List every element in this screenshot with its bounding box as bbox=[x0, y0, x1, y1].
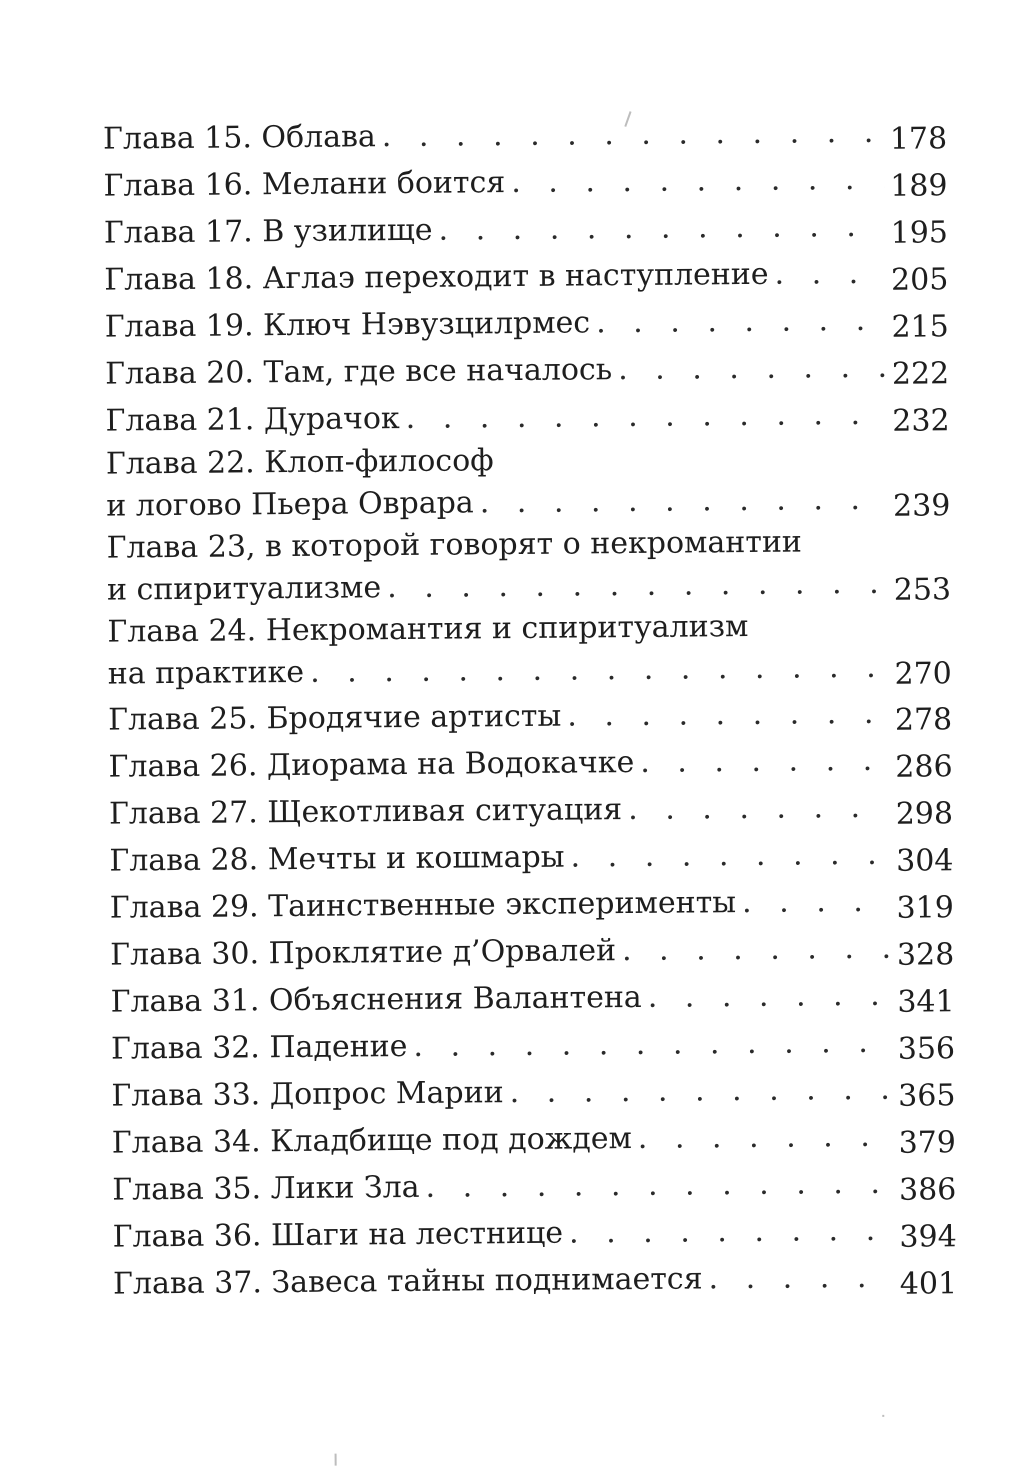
toc-entry[interactable] bbox=[109, 783, 953, 837]
toc-entry-title: Глава 19. Ключ Нэвузцилрмес bbox=[104, 305, 591, 345]
toc-entry-line bbox=[108, 645, 952, 696]
toc-entry-line bbox=[113, 1253, 957, 1307]
toc-entry-page-number: 205 bbox=[890, 262, 949, 298]
toc-entry-page-number: 189 bbox=[890, 168, 948, 204]
dot-leader bbox=[774, 250, 885, 298]
toc-entry-line bbox=[106, 477, 950, 528]
toc-entry-title-line: Глава 22. Клоп-философ bbox=[105, 443, 494, 482]
toc-entry[interactable] bbox=[111, 1018, 955, 1072]
dot-leader bbox=[628, 784, 890, 833]
toc-entry-title: Глава 33. Допрос Марии bbox=[111, 1075, 504, 1114]
dot-leader bbox=[638, 1113, 893, 1162]
toc-entry-line bbox=[112, 1159, 956, 1213]
toc-entry-line bbox=[103, 155, 947, 209]
toc-entry-title: и логово Пьера Оврара bbox=[106, 485, 474, 524]
dot-leader bbox=[480, 478, 888, 526]
dot-leader bbox=[405, 391, 886, 442]
toc-entry-title: Глава 18. Аглаэ переходит в наступление bbox=[104, 256, 769, 298]
toc-entry[interactable] bbox=[112, 1112, 956, 1166]
toc-entry-page-number: 319 bbox=[896, 890, 954, 926]
dot-leader bbox=[387, 562, 888, 610]
toc-entry-line bbox=[112, 1112, 956, 1166]
toc-entry-line bbox=[110, 924, 954, 978]
toc-entry[interactable] bbox=[105, 296, 949, 350]
toc-entry-line bbox=[105, 296, 949, 350]
toc-entry-page-number: 298 bbox=[895, 796, 954, 832]
toc-entry[interactable] bbox=[107, 605, 952, 696]
table-of-contents bbox=[103, 108, 957, 1307]
toc-entry[interactable] bbox=[110, 877, 954, 931]
toc-entry-line bbox=[109, 830, 953, 884]
toc-entry-title: Глава 31. Объяснения Валантена bbox=[110, 979, 642, 1020]
toc-entry-page-number: 239 bbox=[892, 488, 951, 524]
toc-entry[interactable] bbox=[113, 1253, 957, 1307]
toc-entry-title-line: Глава 23, в которой говорят о некромантии bbox=[106, 524, 803, 566]
dot-leader bbox=[570, 831, 890, 881]
dot-leader bbox=[596, 297, 886, 347]
dot-leader bbox=[569, 1207, 894, 1257]
toc-entry[interactable] bbox=[104, 202, 948, 256]
toc-entry-page-number: 386 bbox=[898, 1172, 957, 1208]
toc-entry-title-line: Глава 24. Некромантия и спиритуализм bbox=[107, 609, 749, 650]
toc-entry-page-number: 270 bbox=[894, 656, 952, 692]
toc-entry[interactable] bbox=[110, 971, 954, 1025]
toc-entry-title: Глава 29. Таинственные эксперименты bbox=[109, 885, 737, 926]
toc-entry-page-number: 278 bbox=[894, 702, 953, 738]
toc-entry-line bbox=[103, 108, 947, 162]
toc-entry[interactable] bbox=[104, 249, 948, 303]
dot-leader bbox=[413, 1019, 892, 1070]
toc-entry-page-number: 178 bbox=[889, 121, 948, 157]
dot-leader bbox=[382, 109, 884, 160]
toc-entry-line bbox=[110, 971, 954, 1025]
toc-entry-line bbox=[104, 202, 948, 256]
dot-leader bbox=[622, 925, 891, 974]
toc-entry-title: Глава 36. Шаги на лестнице bbox=[112, 1215, 564, 1255]
toc-entry-title: Глава 27. Щекотливая ситуация bbox=[108, 792, 623, 832]
toc-entry-page-number: 304 bbox=[896, 843, 954, 879]
toc-entry-page-number: 394 bbox=[899, 1219, 957, 1255]
toc-entry-title: Глава 26. Диорама на Водокачке bbox=[108, 745, 635, 785]
toc-entry-title: Глава 16. Мелани боится bbox=[103, 165, 506, 204]
toc-entry[interactable] bbox=[112, 1159, 956, 1213]
dot-leader bbox=[509, 1066, 892, 1116]
toc-entry[interactable] bbox=[110, 924, 954, 978]
dot-leader bbox=[742, 878, 891, 926]
toc-entry-title: Глава 15. Облава bbox=[102, 119, 376, 157]
toc-entry-title: и спиритуализме bbox=[106, 570, 382, 608]
toc-entry-title: Глава 25. Бродячие артисты bbox=[108, 698, 562, 738]
toc-entry-title: Глава 28. Мечты и кошмары bbox=[109, 839, 565, 879]
toc-entry-line bbox=[112, 1206, 956, 1260]
toc-entry-line bbox=[109, 783, 953, 837]
toc-entry-title: на практике bbox=[107, 654, 305, 692]
toc-entry-line bbox=[108, 736, 952, 790]
toc-entry[interactable] bbox=[106, 437, 951, 528]
toc-entry-line bbox=[108, 689, 952, 743]
toc-entry-title: Глава 20. Там, где все началось bbox=[104, 352, 613, 392]
toc-entry[interactable] bbox=[108, 689, 952, 743]
toc-entry[interactable] bbox=[106, 521, 951, 612]
toc-entry-title: Глава 34. Кладбище под дождем bbox=[111, 1121, 632, 1161]
dot-leader bbox=[640, 737, 889, 786]
toc-entry-title: Глава 37. Завеса тайны поднимается bbox=[112, 1261, 703, 1302]
toc-entry-page-number: 365 bbox=[898, 1078, 956, 1114]
toc-entry[interactable] bbox=[105, 343, 949, 397]
dot-leader bbox=[511, 156, 884, 206]
paper-speck bbox=[335, 1454, 337, 1466]
paper-speck bbox=[882, 1415, 884, 1417]
toc-entry-title: Глава 21. Дурачок bbox=[105, 401, 400, 439]
toc-entry-page-number: 379 bbox=[898, 1125, 957, 1161]
toc-entry-page-number: 328 bbox=[896, 937, 955, 973]
toc-entry[interactable] bbox=[105, 390, 949, 444]
toc-entry-page-number: 232 bbox=[892, 403, 950, 439]
toc-entry[interactable] bbox=[111, 1065, 955, 1119]
toc-entry-title: Глава 32. Падение bbox=[110, 1028, 408, 1067]
toc-entry-line bbox=[111, 1018, 955, 1072]
toc-entry-page-number: 401 bbox=[899, 1266, 958, 1302]
toc-entry-title: Глава 30. Проклятие д’Орвалей bbox=[110, 933, 617, 973]
toc-entry-title: Глава 35. Лики Зла bbox=[112, 1169, 420, 1208]
toc-entry-title: Глава 17. В узилище bbox=[103, 212, 433, 251]
dot-leader bbox=[438, 203, 884, 254]
toc-entry-line bbox=[104, 249, 948, 303]
toc-entry-page-number: 215 bbox=[891, 309, 949, 345]
toc-entry-line bbox=[111, 1065, 955, 1119]
toc-entry-page-number: 253 bbox=[893, 572, 952, 608]
dot-leader bbox=[425, 1160, 893, 1211]
toc-entry-page-number: 222 bbox=[891, 356, 950, 392]
dot-leader bbox=[618, 344, 886, 393]
toc-entry-page-number: 356 bbox=[897, 1031, 956, 1067]
toc-entry[interactable] bbox=[112, 1206, 956, 1260]
dot-leader bbox=[567, 690, 889, 740]
dot-leader bbox=[708, 1254, 894, 1303]
toc-entry-line bbox=[105, 343, 949, 397]
dot-leader bbox=[310, 646, 889, 695]
toc-entry-page-number: 286 bbox=[895, 749, 953, 785]
dot-leader bbox=[648, 972, 892, 1021]
toc-entry-line bbox=[110, 877, 954, 931]
toc-entry-line bbox=[105, 390, 949, 444]
toc-entry[interactable] bbox=[108, 736, 952, 790]
toc-entry[interactable] bbox=[109, 830, 953, 884]
toc-entry[interactable] bbox=[103, 108, 947, 162]
toc-entry-page-number: 195 bbox=[890, 215, 949, 251]
toc-entry-page-number: 341 bbox=[897, 984, 955, 1020]
toc-entry-line bbox=[107, 561, 951, 612]
toc-entry[interactable] bbox=[103, 155, 947, 209]
